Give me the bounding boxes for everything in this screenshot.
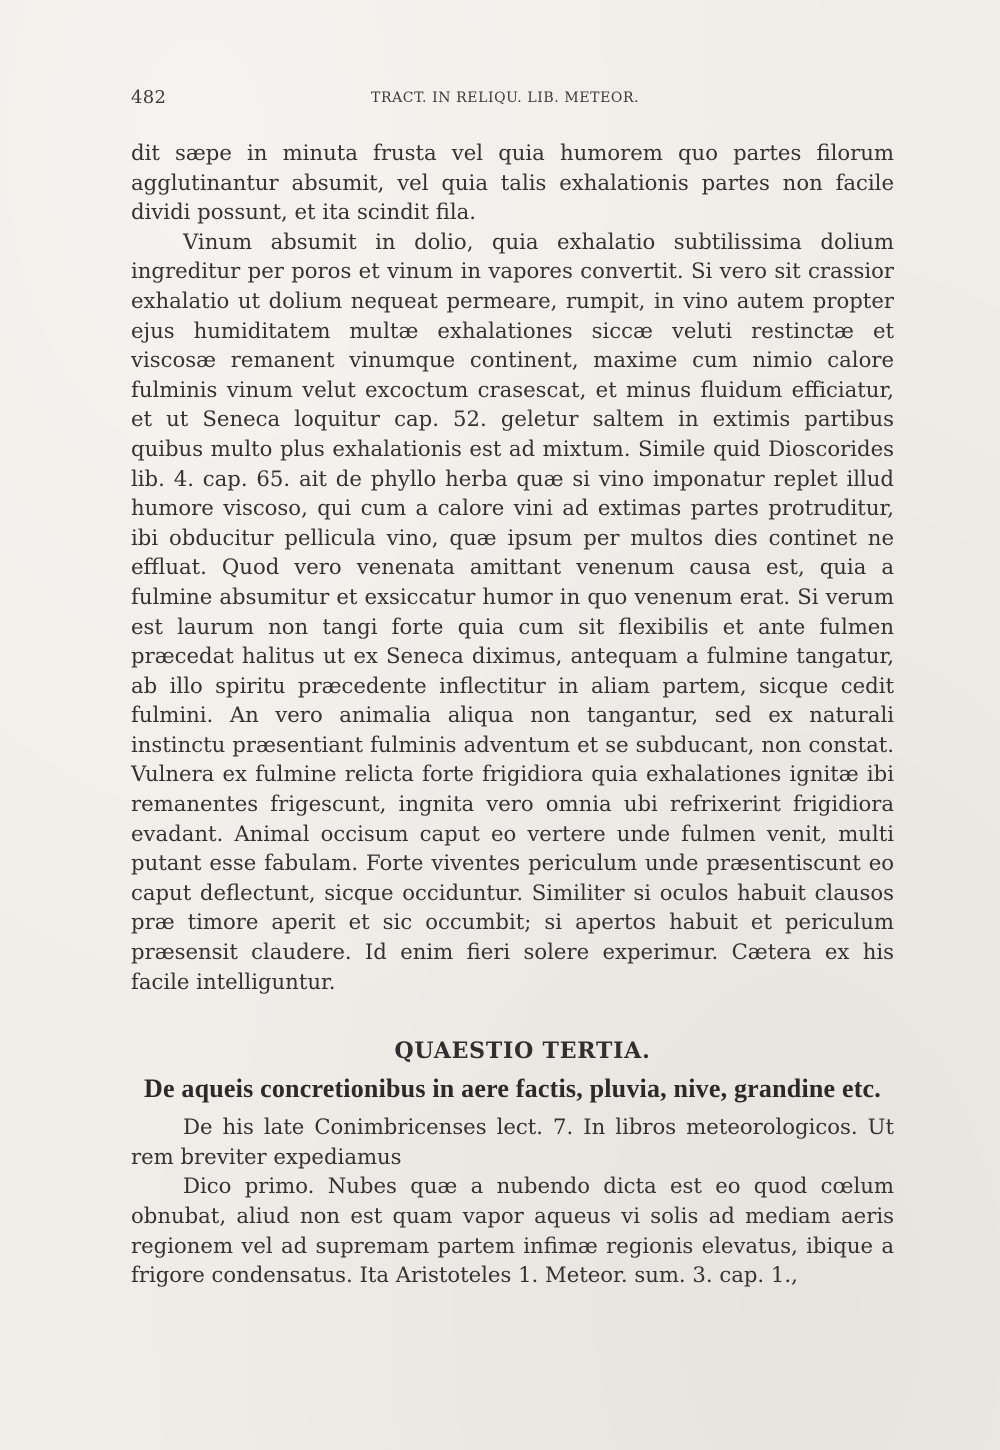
- body-text: [131, 138, 894, 996]
- section-title: QUAESTIO TERTIA.: [394, 1038, 651, 1065]
- paragraph-vinum: Vinum absumit in dolio, quia exhalatio subtilissima dolium ingreditur per poros et vinum in vapores convertit. Si vero sit crassior exhalatio ut dolium nequeat permeare, rumpit, in vino autem propter ejus humiditatem multæ exhalationes siccæ veluti restinctæ et viscosæ remanent vinumque continent, maxime cum nimio calore fulminis vinum velut excoctum crasescat, et minus fluidum efficiatur, et ut Seneca loquitur cap. 52. geletur saltem in extimis partibus quibus multo plus exhalationis est ad mixtum. Simile quid Dioscorides lib. 4. cap. 65. ait de phyllo herba quæ si vino imponatur replet illud humore viscoso, qui cum a calore vini ad extimas partes protruditur, ibi obducitur pellicula vino, quæ ipsum per multos dies continet ne effluat. Quod vero venenata amittant venenum causa est, quia a fulmine absumitur et exsiccatur humor in quo venenum erat. Si verum est laurum non tangi forte quia cum sit flexibilis et ante fulmen præcedat halitus ut ex Seneca diximus, antequam a fulmine tangatur, ab illo spiritu præcedente inflectitur in aliam partem, sicque cedit fulmini. An vero animalia aliqua non tangantur, sed ex naturali instinctu præsentiant fulminis adventum et se subducant, non constat. Vulnera ex fulmine relicta forte frigidiora quia exhalationes ignitæ ibi remanentes frigescunt, ingnita vero omnia ubi refrixerint frigidiora evadant. Animal occisum caput eo vertere unde fulmen venit, multi putant esse fabulam. Forte viventes periculum unde præsentiscunt eo caput deflectunt, sicque occiduntur. Similiter si oculos habuit clausos præ timore aperit et sic occumbit; si apertos habuit et periculum præsensit claudere. Id enim fieri solere experimur. Cætera ex his facile intelliguntur.: [131, 228, 894, 994]
- paragraph-continued: dit sæpe in minuta frusta vel quia humorem quo partes filorum agglutinantur absumit, vel quia talis exhalationis partes non facile dividi possunt, et ita scindit fila.: [131, 140, 894, 225]
- section-subtitle: De aqueis concretionibus in aere factis, pluvia, nive, grandine etc.: [143, 1074, 882, 1104]
- paragraph-intro: De his late Conimbricenses lect. 7. In libros meteorologicos. Ut rem breviter expediamus: [131, 1114, 894, 1169]
- page-number: 482: [131, 87, 167, 108]
- paragraph-dico-primo: Dico primo. Nubes quæ a nubendo dicta est eo quod cœlum obnubat, aliud non est quam vapor aqueus vi solis ad mediam aeris regionem vel ad supremam partem infimæ regionis elevatus, ibique a frigore condensatus. Ita Aristoteles 1. Meteor. sum. 3. cap. 1.,: [131, 1173, 894, 1288]
- running-head: [131, 84, 894, 114]
- running-title: TRACT. IN RELIQU. LIB. METEOR.: [371, 90, 640, 106]
- section-body: [131, 1112, 894, 1290]
